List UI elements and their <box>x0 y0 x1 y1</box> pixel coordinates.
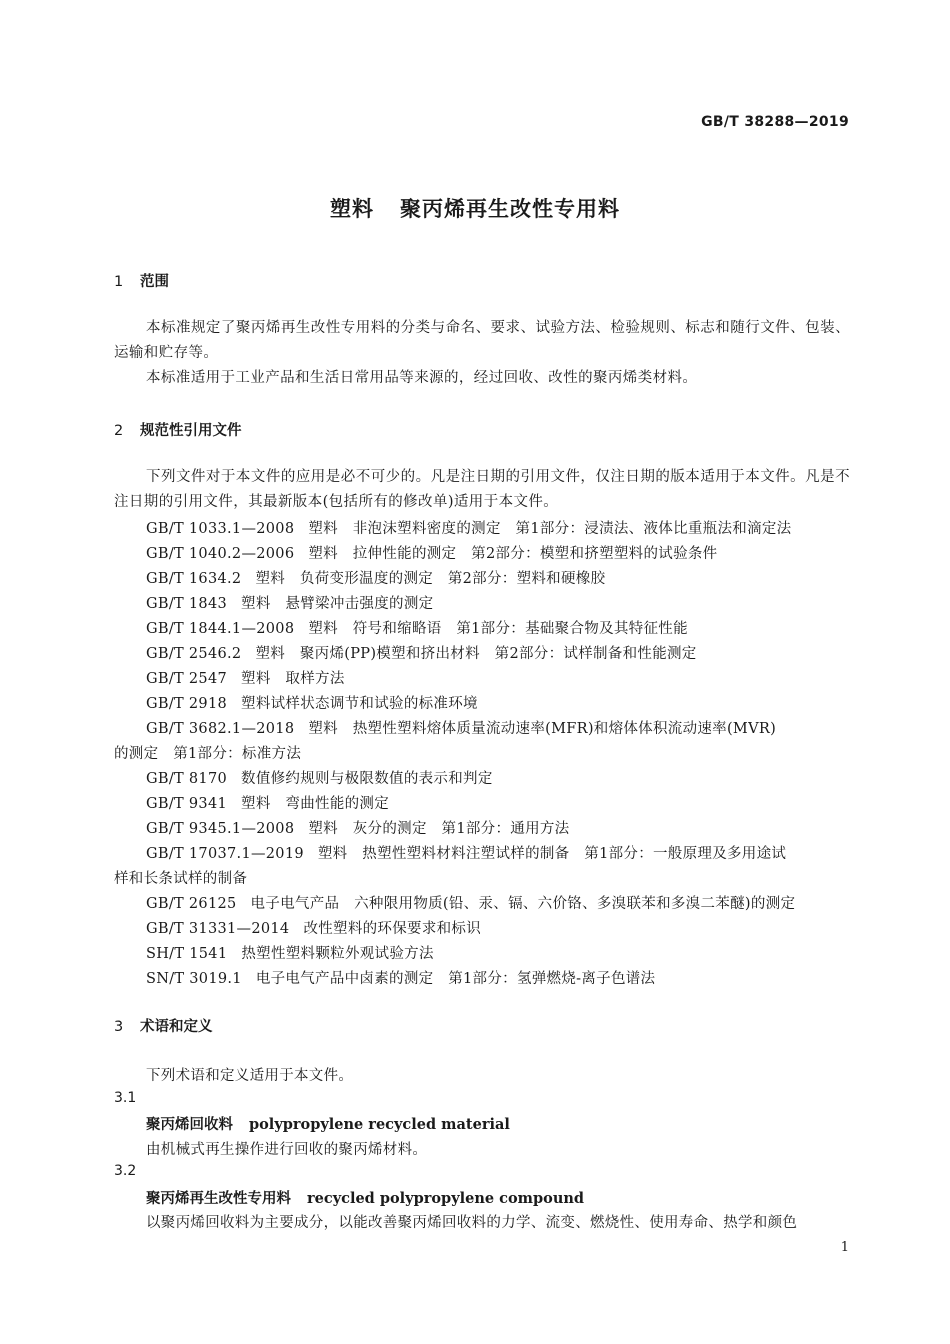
section-number: 3 <box>114 1019 124 1035</box>
reference-item <box>146 567 850 588</box>
section-1-heading <box>114 270 169 291</box>
reference-item-continuation: 样和长条试样的制备 <box>114 871 248 887</box>
reference-code: GB/T 1844.1—2008 <box>146 621 295 637</box>
reference-item <box>146 642 850 663</box>
reference-item <box>146 767 850 788</box>
reference-code: GB/T 2547 <box>146 671 228 687</box>
reference-title: 热塑性塑料颗粒外观试验方法 <box>241 946 434 962</box>
reference-title: 塑料 悬臂梁冲击强度的测定 <box>241 596 434 612</box>
term-number: 3.1 <box>114 1090 137 1106</box>
terms-intro: 下列术语和定义适用于本文件。 <box>146 1068 354 1084</box>
reference-title: 塑料 热塑性塑料材料注塑试样的制备 第1部分：一般原理及多用途试 <box>317 846 787 862</box>
reference-item <box>146 967 850 988</box>
section-number: 1 <box>114 274 124 290</box>
reference-title: 塑料 负荷变形温度的测定 第2部分：塑料和硬橡胶 <box>255 571 606 587</box>
section-title: 术语和定义 <box>140 1019 213 1035</box>
reference-item <box>146 542 850 563</box>
reference-item <box>146 817 850 838</box>
reference-title: 数值修约规则与极限数值的表示和判定 <box>241 771 493 787</box>
reference-item <box>146 617 850 638</box>
page-number: 1 <box>840 1240 849 1255</box>
references-intro: 下列文件对于本文件的应用是必不可少的。凡是注日期的引用文件，仅注日期的版本适用于本文件。凡是不注日期的引用文件，其最新版本(包括所有的修改单)适用于本文件。 <box>114 469 850 510</box>
standard-code: GB/T 38288—2019 <box>701 114 849 130</box>
reference-code: GB/T 8170 <box>146 771 228 787</box>
term-entry <box>146 1187 584 1208</box>
term-english: polypropylene recycled material <box>249 1116 510 1133</box>
reference-item <box>146 692 850 713</box>
reference-item <box>146 592 850 613</box>
reference-code: GB/T 9341 <box>146 796 228 812</box>
scope-paragraph-2: 本标准适用于工业产品和生活日常用品等来源的，经过回收、改性的聚丙烯类材料。 <box>146 370 698 386</box>
reference-title: 塑料 聚丙烯(PP)模塑和挤出材料 第2部分：试样制备和性能测定 <box>255 646 697 662</box>
scope-paragraph-1: 本标准规定了聚丙烯再生改性专用料的分类与命名、要求、试验方法、检验规则、标志和随行文件、包装、运输和贮存等。 <box>114 320 850 361</box>
reference-code: GB/T 26125 <box>146 896 237 912</box>
reference-item <box>146 517 850 538</box>
term-definition: 以聚丙烯回收料为主要成分，以能改善聚丙烯回收料的力学、流变、燃烧性、使用寿命、热学和颜色 <box>146 1215 798 1231</box>
reference-title: 塑料 取样方法 <box>241 671 345 687</box>
term-english: recycled polypropylene compound <box>307 1190 585 1207</box>
reference-code: GB/T 2546.2 <box>146 646 242 662</box>
reference-title: 改性塑料的环保要求和标识 <box>303 921 482 937</box>
reference-code: GB/T 1843 <box>146 596 228 612</box>
reference-item <box>146 842 850 863</box>
reference-title: 塑料试样状态调节和试验的标准环境 <box>241 696 478 712</box>
section-title: 范围 <box>140 274 169 290</box>
reference-item <box>146 917 850 938</box>
term-chinese: 聚丙烯再生改性专用料 <box>146 1191 291 1207</box>
reference-code: GB/T 1040.2—2006 <box>146 546 295 562</box>
reference-title: 塑料 符号和缩略语 第1部分：基础聚合物及其特征性能 <box>308 621 688 637</box>
reference-code: GB/T 2918 <box>146 696 228 712</box>
reference-item <box>146 667 850 688</box>
title-left: 塑料 <box>330 197 374 221</box>
section-number: 2 <box>114 423 124 439</box>
reference-title: 电子电气产品中卤素的测定 第1部分：氢弹燃烧-离子色谱法 <box>255 971 656 987</box>
reference-title: 塑料 拉伸性能的测定 第2部分：模塑和挤塑塑料的试验条件 <box>308 546 718 562</box>
reference-item <box>146 892 850 913</box>
reference-title: 塑料 弯曲性能的测定 <box>241 796 390 812</box>
section-3-heading <box>114 1015 213 1036</box>
section-title: 规范性引用文件 <box>140 423 242 439</box>
reference-code: GB/T 17037.1—2019 <box>146 846 304 862</box>
reference-item <box>146 792 850 813</box>
reference-code: SN/T 3019.1 <box>146 971 242 987</box>
reference-title: 电子电气产品 六种限用物质(铅、汞、镉、六价铬、多溴联苯和多溴二苯醚)的测定 <box>250 896 796 912</box>
term-number: 3.2 <box>114 1163 137 1179</box>
reference-item <box>146 717 850 738</box>
reference-code: GB/T 9345.1—2008 <box>146 821 295 837</box>
reference-code: GB/T 3682.1—2018 <box>146 721 295 737</box>
reference-title: 塑料 非泡沫塑料密度的测定 第1部分：浸渍法、液体比重瓶法和滴定法 <box>308 521 792 537</box>
term-entry <box>146 1113 510 1134</box>
reference-item-continuation: 的测定 第1部分：标准方法 <box>114 746 302 762</box>
reference-title: 塑料 热塑性塑料熔体质量流动速率(MFR)和熔体体积流动速率(MVR) <box>308 721 777 737</box>
reference-code: GB/T 1033.1—2008 <box>146 521 295 537</box>
reference-title: 塑料 灰分的测定 第1部分：通用方法 <box>308 821 570 837</box>
term-chinese: 聚丙烯回收料 <box>146 1117 233 1133</box>
reference-item <box>146 942 850 963</box>
reference-code: GB/T 1634.2 <box>146 571 242 587</box>
reference-code: SH/T 1541 <box>146 946 228 962</box>
term-definition: 由机械式再生操作进行回收的聚丙烯材料。 <box>146 1142 428 1158</box>
reference-code: GB/T 31331—2014 <box>146 921 290 937</box>
section-2-heading <box>114 419 242 440</box>
document-title <box>0 193 950 223</box>
title-right: 聚丙烯再生改性专用料 <box>400 197 620 221</box>
